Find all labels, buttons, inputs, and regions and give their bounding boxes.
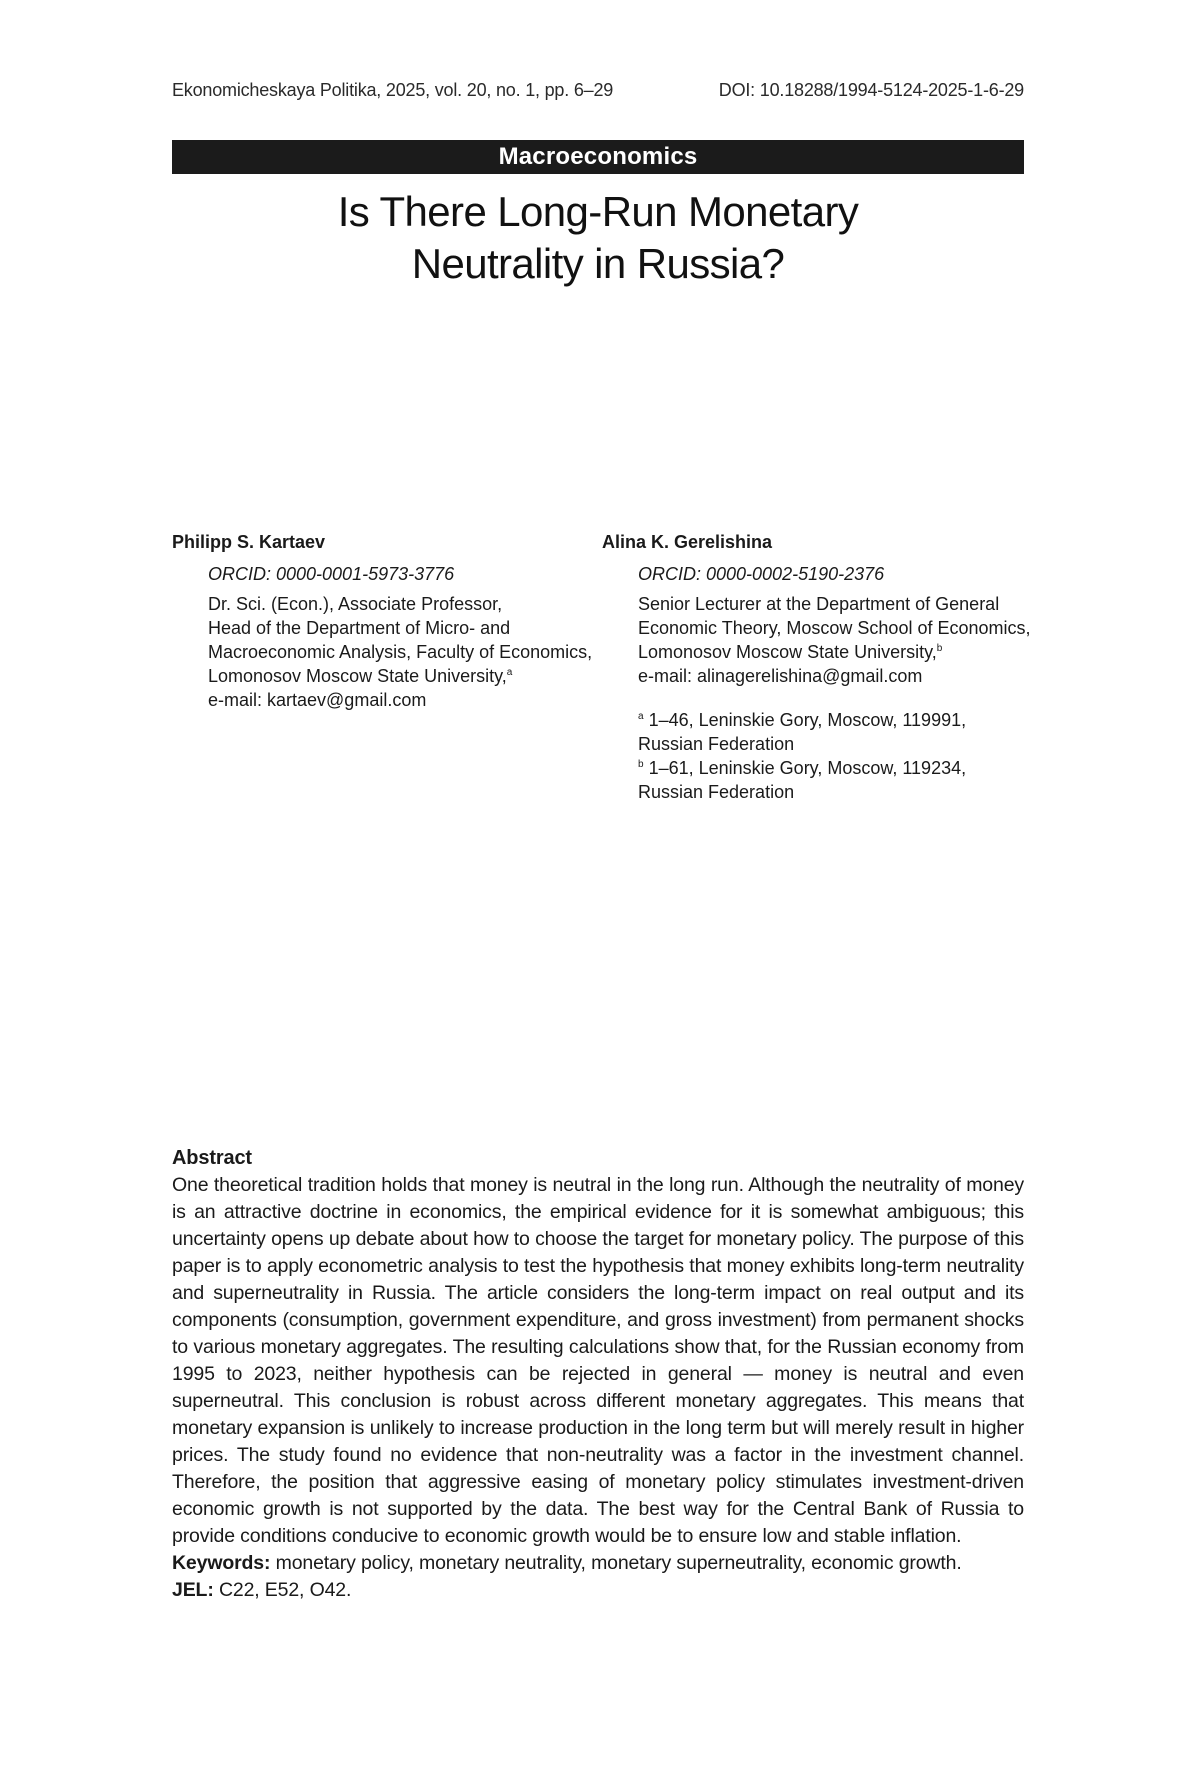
affiliation-line: Economic Theory, Moscow School of Economics, [638,618,1031,638]
author-name: Alina K. Gerelishina [602,532,773,552]
author-affiliation [208,592,592,712]
affiliation-mark: a [506,667,513,678]
address-line: $^a$ 1–46, Leninskie Gory, Moscow, 119991, [638,710,967,730]
affiliation-line: Lomonosov Moscow State University,$^b$ [638,642,943,662]
title-line-2: Neutrality in Russia? [411,240,785,287]
affiliation-mark: b [936,643,943,654]
title-line-1: Is There Long-Run Monetary [337,188,859,235]
author-block-1 [172,530,592,712]
affiliation-line: Macroeconomic Analysis, Faculty of Economics, [208,642,593,662]
author-orcid: ORCID: 0000-0002-5190-2376 [638,564,885,584]
address-line: Russian Federation [638,734,795,754]
journal-citation: Ekonomicheskaya Politika, 2025, vol. 20, no. 1, pp. 6–29 [172,80,614,100]
affiliation-line: Lomonosov Moscow State University,$^a$ [208,666,513,686]
author-orcid: ORCID: 0000-0001-5973-3776 [208,564,455,584]
jel-line [172,1577,1024,1604]
author-name: Philipp S. Kartaev [172,532,326,552]
abstract-section [172,1145,1024,1604]
author-block-2 [602,530,1032,804]
author-affiliation [638,592,1032,688]
author-email: e-mail: alinagerelishina@gmail.com [638,666,923,686]
running-header [172,80,1024,108]
abstract-heading: Abstract [172,1147,252,1169]
doi-text: DOI: 10.18288/1994-5124-2025-1-6-29 [718,80,1024,100]
jel-codes: C22, E52, O42. [213,1579,352,1601]
address-list [638,708,1032,804]
author-email: e-mail: kartaev@gmail.com [208,690,427,710]
address-line: $^b$ 1–61, Leninskie Gory, Moscow, 119234, [638,758,967,778]
affiliation-line: Senior Lecturer at the Department of General [638,594,1000,614]
section-banner: Macroeconomics [172,140,1024,174]
keywords-text: monetary policy, monetary neutrality, monetary superneutrality, economic growth. [270,1552,962,1574]
address-line: Russian Federation [638,782,795,802]
affiliation-line: Dr. Sci. (Econ.), Associate Professor, [208,594,503,614]
keywords-line [172,1550,1024,1577]
article-title [172,186,1024,290]
keywords-label: Keywords: [172,1552,271,1574]
affiliation-line: Head of the Department of Micro- and [208,618,511,638]
jel-label: JEL: [172,1579,214,1601]
abstract-text: One theoretical tradition holds that money is neutral in the long run. Although the neutrality of money is an attractive doctrine in economics, the empirical evidence for it is somewhat ambiguous; this uncertainty opens up debate about how to choose the target for monetary policy. The purpose of this paper is to apply econometric analysis to test the hypothesis that money exhibits long-term neutrality and superneutrality in Russia. The article considers the long-term impact on real output and its components (consumption, government expenditure, and gross investment) from permanent shocks to various monetary aggregates. The resulting calculations show that, for the Russian economy from 1995 to 2023, neither hypothesis can be rejected in general — money is neutral and even superneutral. This conclusion is robust across different monetary aggregates. This means that monetary expansion is unlikely to increase production in the long term but will merely result in higher prices. The study found no evidence that non-neutrality was a factor in the investment channel. Therefore, the position that aggressive easing of monetary policy stimulates investment-driven economic growth is not supported by the data. The best way for the Central Bank of Russia to provide conditions conducive to economic growth would be to ensure low and stable inflation. [172,1174,1024,1547]
